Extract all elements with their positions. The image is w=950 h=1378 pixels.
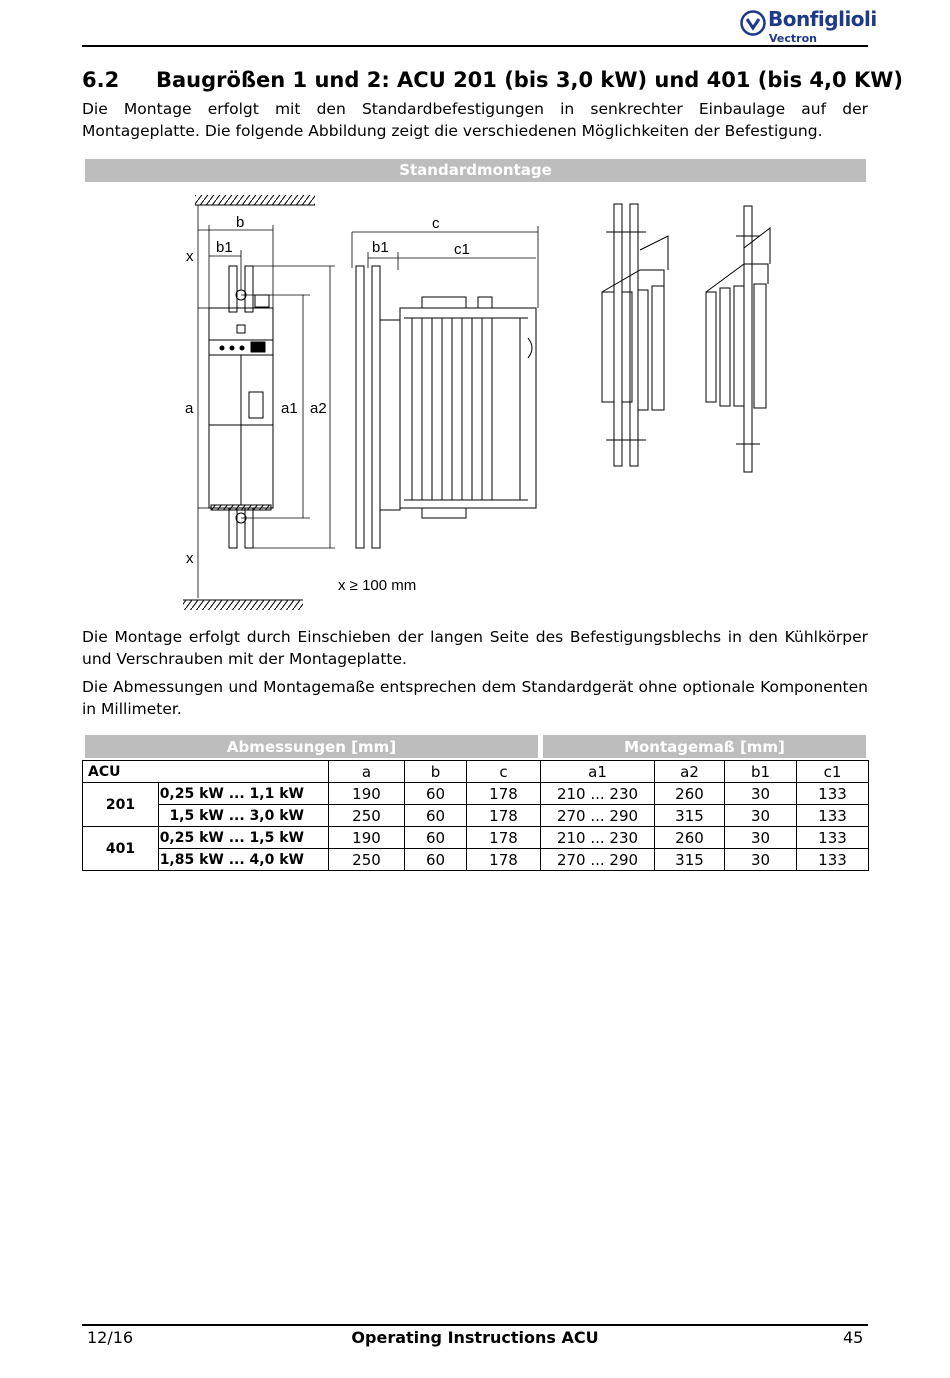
brand-logo-icon (740, 10, 766, 36)
cell-b: 60 (405, 827, 467, 849)
table-header-row (83, 761, 869, 783)
cell-a: 190 (329, 783, 405, 805)
label-a: a (185, 400, 194, 417)
series-cell: 201 (83, 783, 159, 827)
cell-c1: 133 (797, 805, 869, 827)
cell-c1: 133 (797, 827, 869, 849)
cell-a2: 260 (655, 783, 725, 805)
label-x-bottom: x (186, 550, 194, 567)
label-c: c (432, 215, 440, 232)
table-row (83, 805, 869, 827)
brand-name: Bonfiglioli (768, 7, 877, 31)
column-header-a1: a1 (541, 761, 655, 783)
column-header-a: a (329, 761, 405, 783)
cell-a1: 210 ... 230 (541, 783, 655, 805)
cell-b1: 30 (725, 849, 797, 871)
wall-hatching-top (195, 195, 315, 205)
cell-a: 250 (329, 849, 405, 871)
cell-c: 178 (467, 783, 541, 805)
label-clearance: x ≥ 100 mm (338, 577, 417, 594)
power-range-cell: 0,25 kW ... 1,5 kW (159, 827, 329, 849)
series-cell: 401 (83, 827, 159, 871)
section-heading (82, 68, 903, 92)
mounting-paragraph: Die Montage erfolgt durch Einschieben der langen Seite des Befestigungsblechs in den Kühlkörper und Verschrauben mit der Montageplatte. (82, 628, 868, 668)
cell-c1: 133 (797, 849, 869, 871)
table-header-mounting: Montagemaß [mm] (543, 735, 866, 758)
table-header-dimensions: Abmessungen [mm] (85, 735, 538, 758)
power-range-cell: 1,5 kW ... 3,0 kW (159, 805, 329, 827)
cell-c: 178 (467, 805, 541, 827)
cell-b1: 30 (725, 827, 797, 849)
mounting-drawing (150, 188, 870, 618)
column-header-b1: b1 (725, 761, 797, 783)
dimensions-paragraph: Die Abmessungen und Montagemaße entsprechen dem Standardgerät ohne optionale Komponenten in Millimeter. (82, 678, 868, 718)
cell-c: 178 (467, 827, 541, 849)
table-row (83, 827, 869, 849)
intro-paragraph: Die Montage erfolgt mit den Standardbefestigungen in senkrechter Einbaulage auf der Montageplatte. Die folgende Abbildung zeigt die verschiedenen Möglichkeiten der Befestigung. (82, 100, 868, 140)
cell-a2: 260 (655, 827, 725, 849)
footer-date: 12/16 (87, 1328, 134, 1347)
cell-b: 60 (405, 849, 467, 871)
cell-a2: 315 (655, 805, 725, 827)
perspective-view-right (706, 206, 770, 472)
cell-a1: 270 ... 290 (541, 805, 655, 827)
page-number: 45 (843, 1328, 864, 1347)
table-row (83, 783, 869, 805)
label-c1: c1 (454, 241, 470, 258)
cell-a1: 210 ... 230 (541, 827, 655, 849)
cell-c: 178 (467, 849, 541, 871)
cell-b: 60 (405, 783, 467, 805)
cell-a1: 270 ... 290 (541, 849, 655, 871)
brand-subname: Vectron (769, 32, 817, 45)
table-row (83, 849, 869, 871)
cell-a: 190 (329, 827, 405, 849)
wall-hatching-bottom (183, 600, 303, 610)
power-range-cell: 1,85 kW ... 4,0 kW (159, 849, 329, 871)
column-header-c1: c1 (797, 761, 869, 783)
section-number: 6.2 (82, 68, 120, 92)
column-header-a2: a2 (655, 761, 725, 783)
footer-title: Operating Instructions ACU (351, 1328, 599, 1347)
cell-a2: 315 (655, 849, 725, 871)
section-title: Baugrößen 1 und 2: ACU 201 (bis 3,0 kW) und 401 (bis 4,0 KW) (156, 68, 903, 92)
power-range-cell: 0,25 kW ... 1,1 kW (159, 783, 329, 805)
side-view (356, 266, 536, 548)
label-a2: a2 (310, 400, 327, 417)
cell-a: 250 (329, 805, 405, 827)
cell-b1: 30 (725, 783, 797, 805)
brand-logo (740, 6, 877, 46)
figure-header: Standardmontage (85, 159, 866, 182)
label-x-top: x (186, 248, 194, 265)
column-header-b: b (405, 761, 467, 783)
front-view (209, 266, 273, 548)
cell-b: 60 (405, 805, 467, 827)
footer-rule (82, 1324, 868, 1326)
dimensions-table (82, 760, 869, 871)
label-b1-side: b1 (372, 239, 389, 256)
cell-c1: 133 (797, 783, 869, 805)
header-rule (82, 45, 868, 47)
perspective-view-left (602, 204, 668, 466)
label-b1-front: b1 (216, 239, 233, 256)
label-b: b (236, 214, 245, 231)
cell-b1: 30 (725, 805, 797, 827)
column-header-c: c (467, 761, 541, 783)
column-header-acu: ACU (83, 761, 329, 783)
label-a1: a1 (281, 400, 298, 417)
